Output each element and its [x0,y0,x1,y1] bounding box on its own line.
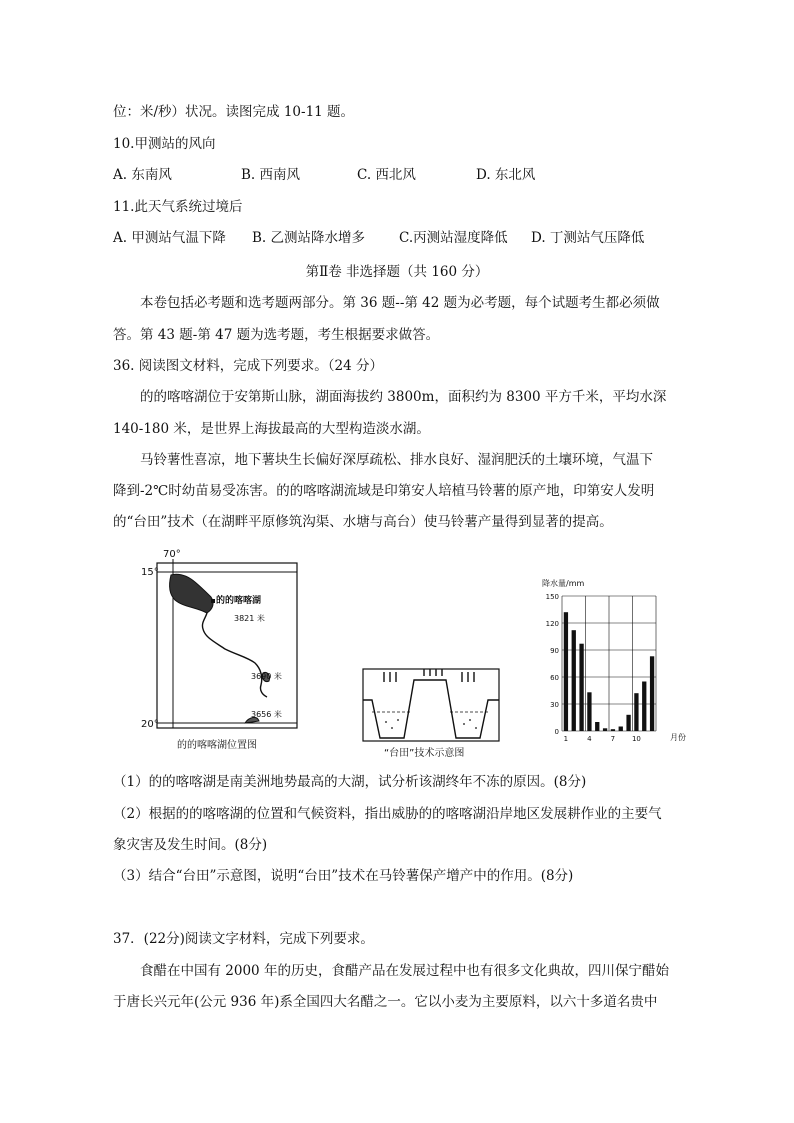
section-heading: 第Ⅱ卷 非选择题（共 160 分） [305,264,489,280]
chart-bar [626,715,630,731]
map-caption: 的的喀喀湖位置图 [177,740,257,751]
q11-option-b: B. 乙测站降水增多 [252,230,366,246]
q11-option-c: C.丙测站湿度降低 [399,230,508,246]
chart-bar [650,656,654,731]
lake-location-map [141,545,301,755]
question-37: 37．(22分)阅读文字材料，完成下列要求。 [113,931,374,947]
map-elevation-1: 3821 米 [234,614,265,623]
sub-question-3: （3）结合“台田”示意图，说明“台田”技术在马铃薯保产增产中的作用。(8分) [113,868,574,884]
chart-bar [572,630,576,731]
chart-x-tick-label: 7 [610,735,616,743]
q10-option-c: C. 西北风 [357,167,416,183]
sub-question-2-line-1: （2）根据的的喀喀湖的位置和气候资料，指出威胁的的喀喀湖沿岸地区发展耕作业的主要气 [113,806,662,822]
chart-y-tick-label: 120 [545,620,559,628]
sub-question-2-line-2: 象灾害及发生时间。(8分) [113,837,268,853]
map-elevation-2: 3690 米 [251,672,282,681]
map-lake-label: 的的喀喀湖 [216,596,262,606]
q10-option-b: B. 西南风 [241,167,301,183]
paragraph-2-line-1: 马铃薯性喜凉，地下薯块生长偏好深厚疏松、排水良好、湿润肥沃的土壤环境，气温下 [140,452,653,468]
map-elevation-3: 3656 米 [251,710,282,719]
sub-question-1: （1）的的喀喀湖是南美洲地势最高的大湖，试分析该湖终年不冻的原因。(8分) [113,774,587,790]
paragraph-2-line-3: 的“台田”技术（在湖畔平原修筑沟渠、水塘与高台）使马铃薯产量得到显著的提高。 [113,514,613,530]
question-11: 11.此天气系统过境后 [113,199,243,215]
q11-option-a: A. 甲测站气温下降 [113,230,226,246]
q11-option-d: D. 丁测站气压降低 [531,230,645,246]
chart-bar [642,682,646,732]
chart-y-tick-label: 90 [550,647,559,655]
map-latitude-bottom-label: 20° [141,719,159,730]
paragraph-1-line-1: 的的喀喀湖位于安第斯山脉，湖面海拔约 3800m，面积约为 8300 平方千米，平均水深 [140,389,667,405]
chart-x-tick-label: 10 [631,735,641,743]
chart-bar [634,693,638,731]
paragraph-3-line-2: 于唐长兴元年(公元 936 年)系全国四大名醋之一。它以小麦为主要原料，以六十多道名贵中 [113,994,658,1010]
chart-y-tick-label: 0 [554,728,559,736]
chart-x-label: 月份 [670,733,686,742]
q10-option-d: D. 东北风 [476,167,536,183]
intro-line-1: 本卷包括必考题和选考题两部分。第 36 题--第 42 题为必考题，每个试题考生都必须做 [140,295,660,311]
question-10: 10.甲测站的风向 [113,136,216,152]
chart-x-tick-label: 1 [563,735,569,743]
question-36: 36. 阅读图文材料，完成下列要求。（24 分） [113,358,383,374]
chart-x-tick-label: 4 [587,735,592,743]
taitian-caption: “台田”技术示意图 [384,748,465,759]
map-latitude-top-label: 15° [141,567,159,578]
chart-y-tick-label: 150 [545,593,559,601]
intro-line-2: 答。第 43 题-第 47 题为选考题，考生根据要求做答。 [113,327,440,343]
chart-bar [603,728,607,731]
chart-y-tick-label: 60 [550,674,559,682]
text-line: 位：米/秒）状况。读图完成 10-11 题。 [113,104,355,120]
q10-option-a: A. 东南风 [113,167,172,183]
chart-bar [587,692,591,731]
paragraph-1-line-2: 140-180 米，是世界上海拔最高的大型构造淡水湖。 [113,421,430,437]
taitian-diagram [362,668,502,760]
chart-bar [595,722,599,731]
paragraph-2-line-2: 降到-2℃时幼苗易受冻害。的的喀喀湖流域是印第安人培植马铃薯的原产地，印第安人发明 [113,483,655,499]
chart-bar [579,644,583,731]
chart-bar [564,612,568,731]
chart-bar [619,727,623,732]
chart-bar [611,729,615,731]
map-longitude-label: 70° [163,549,181,560]
paragraph-3-line-1: 食醋在中国有 2000 年的历史，食醋产品在发展过程中也有很多文化典故，四川保宁醋始 [140,963,669,979]
chart-y-label: 降水量/mm [542,579,585,588]
chart-y-tick-label: 30 [550,701,559,709]
precipitation-chart [532,576,686,776]
